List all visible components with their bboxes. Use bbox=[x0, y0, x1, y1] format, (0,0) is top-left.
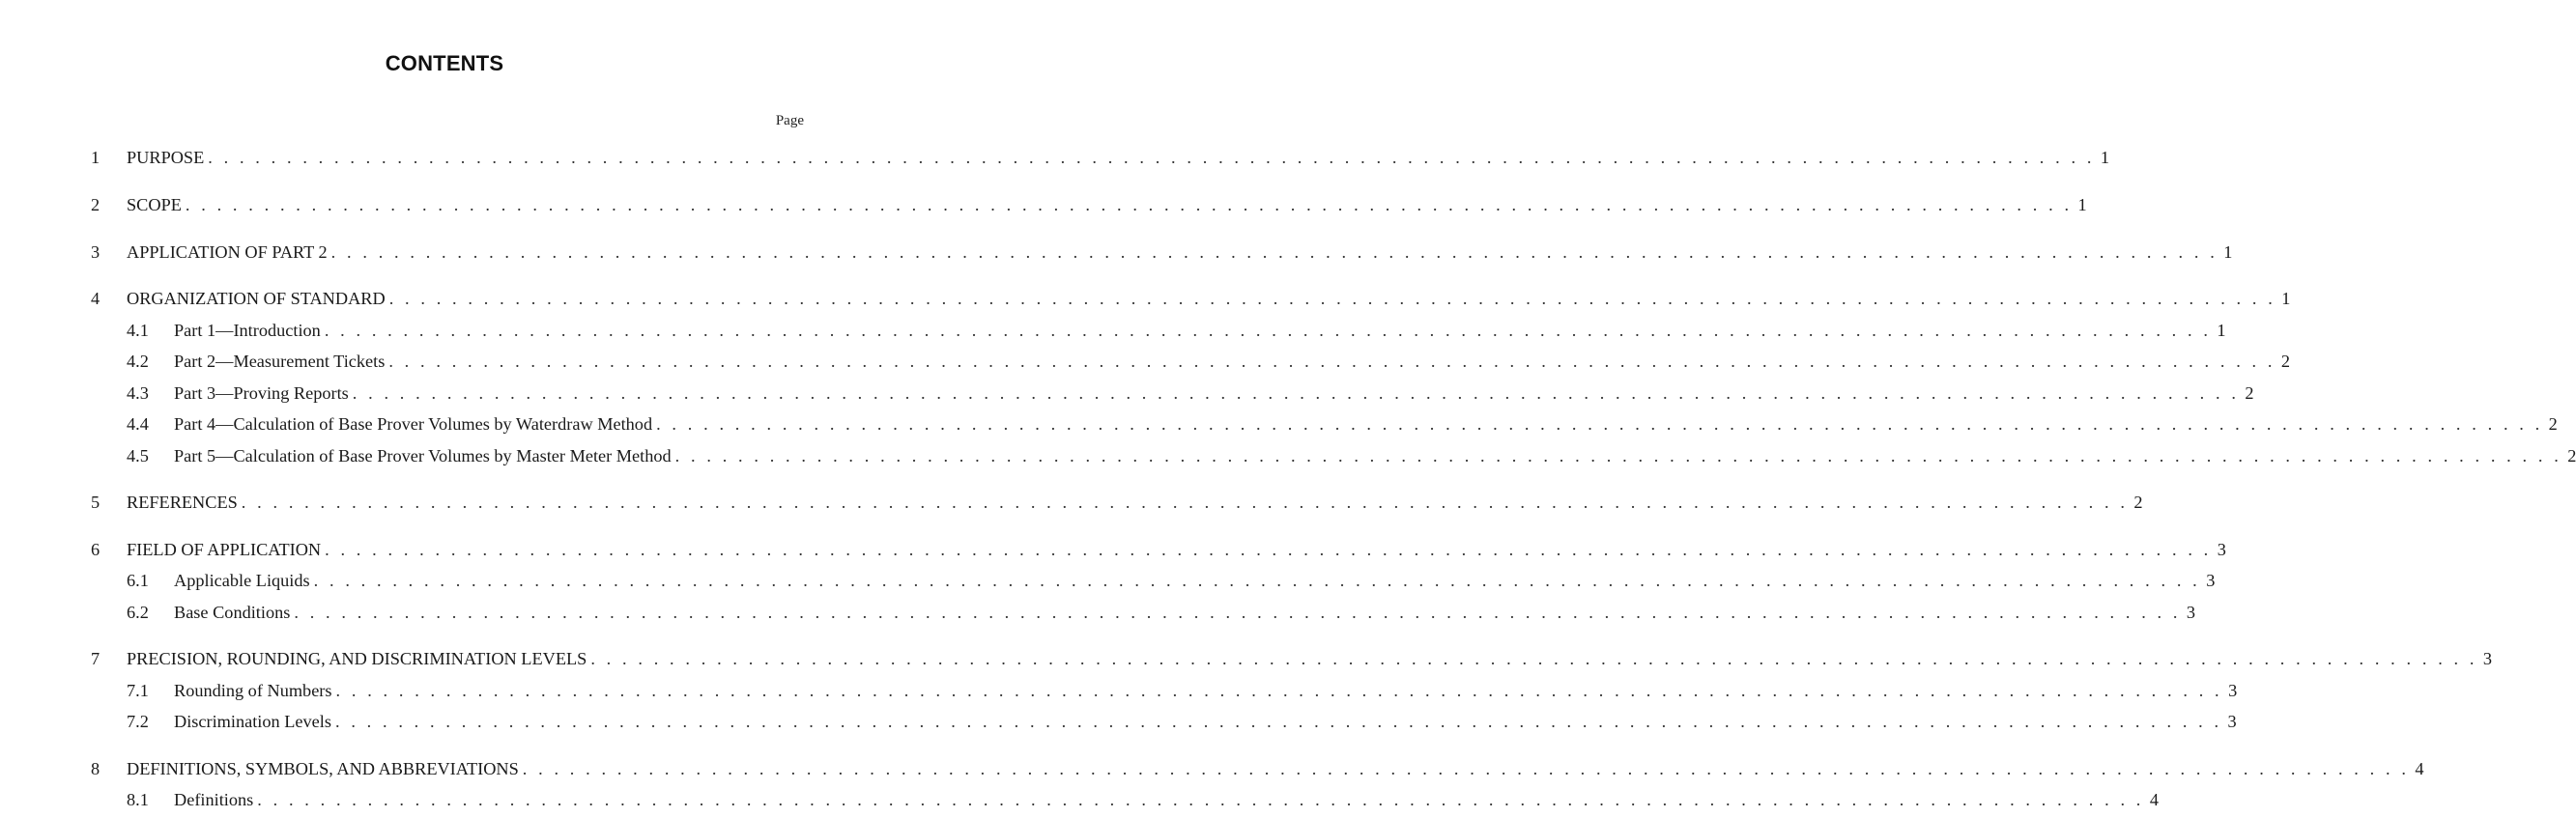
toc-entry-number: 2 bbox=[91, 195, 100, 214]
toc-entry-page-number: 1 bbox=[2217, 321, 2226, 340]
toc-entry-label: REFERENCES bbox=[127, 493, 238, 512]
toc-entry[interactable] bbox=[91, 757, 2424, 780]
toc-entry[interactable] bbox=[127, 319, 2226, 342]
page-title: CONTENTS bbox=[385, 51, 504, 75]
toc-entry-number: 4.1 bbox=[127, 321, 149, 340]
toc-entry-number: 4.5 bbox=[127, 446, 149, 465]
toc-entry-label: Base Conditions bbox=[174, 603, 291, 622]
toc-entry[interactable] bbox=[127, 412, 2558, 436]
dot-leader: . . . . . . . . . . . . . . . . . . . . . . . . . . . . . . . . . . . . . . . . . . . . . . . . . . . . . . . . . . . . . . . . . . . . . . . . . . . . . . . . . . . . . . . . . . . . . . . . . . . . . . . . . . . . . . . . . . . . . . . . bbox=[352, 383, 2240, 403]
toc-entry-label: DEFINITIONS, SYMBOLS, AND ABBREVIATIONS bbox=[127, 759, 519, 778]
toc-entry-number: 4.3 bbox=[127, 383, 149, 403]
toc-entry-number: 6.1 bbox=[127, 571, 149, 590]
toc-entry-number: 7.2 bbox=[127, 712, 149, 731]
dot-leader: . . . . . . . . . . . . . . . . . . . . . . . . . . . . . . . . . . . . . . . . . . . . . . . . . . . . . . . . . . . . . . . . . . . . . . . . . . . . . . . . . . . . . . . . . . . . . . . . . . . . . . . . . . . . . . . . . . . . . . . . bbox=[324, 321, 2212, 340]
dot-leader: . . . . . . . . . . . . . . . . . . . . . . . . . . . . . . . . . . . . . . . . . . . . . . . . . . . . . . . . . . . . . . . . . . . . . . . . . . . . . . . . . . . . . . . . . . . . . . . . . . . . . . . . . . . . . . . . . . . . . . . . bbox=[241, 493, 2129, 512]
toc-entry-number: 5 bbox=[91, 493, 100, 512]
toc-entry[interactable] bbox=[91, 146, 2109, 169]
toc-entry-label: PRECISION, ROUNDING, AND DISCRIMINATION LEVELS bbox=[127, 649, 587, 668]
toc-entry-page-number: 1 bbox=[2077, 195, 2087, 214]
toc-entry-label: Part 4—Calculation of Base Prover Volumes by Waterdraw Method bbox=[174, 414, 653, 434]
toc-entry-number: 1 bbox=[91, 148, 100, 167]
dot-leader: . . . . . . . . . . . . . . . . . . . . . . . . . . . . . . . . . . . . . . . . . . . . . . . . . . . . . . . . . . . . . . . . . . . . . . . . . . . . . . . . . . . . . . . . . . . . . . . . . . . . . . . . . . . . . . . . . . . . . . . . bbox=[325, 540, 2212, 559]
toc-entry-page-number: 2 bbox=[2548, 414, 2558, 434]
toc-entry[interactable] bbox=[91, 647, 2493, 670]
toc-entry[interactable] bbox=[91, 193, 2087, 216]
toc-entry-number: 4.4 bbox=[127, 414, 149, 434]
toc-entry[interactable] bbox=[127, 381, 2254, 405]
toc-entry-number: 6.2 bbox=[127, 603, 149, 622]
toc-entry-page-number: 3 bbox=[2228, 681, 2238, 700]
toc-entry-page-number: 3 bbox=[2206, 571, 2216, 590]
toc-entry[interactable] bbox=[127, 601, 2196, 624]
toc-entry-number: 4.2 bbox=[127, 352, 149, 371]
dot-leader: . . . . . . . . . . . . . . . . . . . . . . . . . . . . . . . . . . . . . . . . . . . . . . . . . . . . . . . . . . . . . . . . . . . . . . . . . . . . . . . . . . . . . . . . . . . . . . . . . . . . . . . . . . . . . . . . . . . . . . . . bbox=[330, 242, 2218, 262]
dot-leader: . . . . . . . . . . . . . . . . . . . . . . . . . . . . . . . . . . . . . . . . . . . . . . . . . . . . . . . . . . . . . . . . . . . . . . . . . . . . . . . . . . . . . . . . . . . . . . . . . . . . . . . . . . . . . . . . . . . . . . . . bbox=[294, 603, 2182, 622]
toc-entry-label: Applicable Liquids bbox=[174, 571, 310, 590]
toc-entry-page-number: 2 bbox=[2280, 352, 2291, 371]
toc-entry[interactable] bbox=[91, 240, 2233, 264]
toc-entry[interactable] bbox=[127, 710, 2237, 733]
dot-leader: . . . . . . . . . . . . . . . . . . . . . . . . . . . . . . . . . . . . . . . . . . . . . . . . . . . . . . . . . . . . . . . . . . . . . . . . . . . . . . . . . . . . . . . . . . . . . . . . . . . . . . . . . . . . . . . . . . . . . . . . bbox=[590, 649, 2478, 668]
toc-entry-label: Definitions bbox=[174, 790, 254, 809]
toc-entry-number: 8 bbox=[91, 759, 100, 778]
toc-entry-number: 3 bbox=[91, 242, 100, 262]
toc-entry-label: ORGANIZATION OF STANDARD bbox=[127, 289, 386, 308]
toc-entry-page-number: 4 bbox=[2415, 759, 2424, 778]
toc-entry-page-number: 2 bbox=[2133, 493, 2143, 512]
toc-entry-label: SCOPE bbox=[127, 195, 182, 214]
dot-leader: . . . . . . . . . . . . . . . . . . . . . . . . . . . . . . . . . . . . . . . . . . . . . . . . . . . . . . . . . . . . . . . . . . . . . . . . . . . . . . . . . . . . . . . . . . . . . . . . . . . . . . . . . . . . . . . . . . . . . . . . bbox=[185, 195, 2073, 214]
toc-entry[interactable] bbox=[91, 287, 2291, 310]
toc-entry[interactable] bbox=[127, 679, 2238, 702]
toc-entry[interactable] bbox=[127, 569, 2216, 592]
toc-entry-label: PURPOSE bbox=[127, 148, 205, 167]
toc-entry-page-number: 1 bbox=[2281, 289, 2291, 308]
dot-leader: . . . . . . . . . . . . . . . . . . . . . . . . . . . . . . . . . . . . . . . . . . . . . . . . . . . . . . . . . . . . . . . . . . . . . . . . . . . . . . . . . . . . . . . . . . . . . . . . . . . . . . . . . . . . . . . . . . . . . . . . bbox=[335, 681, 2223, 700]
toc-entry-label: Part 5—Calculation of Base Prover Volumes by Master Meter Method bbox=[174, 446, 672, 465]
toc-entry-label: Part 3—Proving Reports bbox=[174, 383, 349, 403]
toc-entry[interactable] bbox=[91, 491, 2143, 514]
toc-entry[interactable] bbox=[127, 350, 2291, 373]
toc-entry-number: 7.1 bbox=[127, 681, 149, 700]
toc-entry-label: Discrimination Levels bbox=[174, 712, 331, 731]
toc-entry-page-number: 2 bbox=[2567, 446, 2576, 465]
toc-entry-label: APPLICATION OF PART 2 bbox=[127, 242, 328, 262]
toc-entry-label: Part 2—Measurement Tickets bbox=[174, 352, 386, 371]
toc-entry-number: 6 bbox=[91, 540, 100, 559]
toc-entry[interactable] bbox=[127, 788, 2159, 811]
toc-entry-number: 4 bbox=[91, 289, 100, 308]
toc-entry-page-number: 1 bbox=[2100, 148, 2109, 167]
toc-entry[interactable] bbox=[127, 444, 2576, 467]
page-column-label: Page bbox=[775, 113, 804, 128]
toc-entry-page-number: 4 bbox=[2149, 790, 2159, 809]
toc-entry-number: 7 bbox=[91, 649, 100, 668]
toc-entry-page-number: 3 bbox=[2227, 712, 2237, 731]
toc-entry-page-number: 2 bbox=[2245, 383, 2254, 403]
dot-leader: . . . . . . . . . . . . . . . . . . . . . . . . . . . . . . . . . . . . . . . . . . . . . . . . . . . . . . . . . . . . . . . . . . . . . . . . . . . . . . . . . . . . . . . . . . . . . . . . . . . . . . . . . . . . . . . . . . . . . . . . bbox=[674, 446, 2562, 465]
toc-entry-label: FIELD OF APPLICATION bbox=[127, 540, 322, 559]
toc-entry-page-number: 3 bbox=[2217, 540, 2226, 559]
dot-leader: . . . . . . . . . . . . . . . . . . . . . . . . . . . . . . . . . . . . . . . . . . . . . . . . . . . . . . . . . . . . . . . . . . . . . . . . . . . . . . . . . . . . . . . . . . . . . . . . . . . . . . . . . . . . . . . . . . . . . . . . bbox=[388, 352, 2276, 371]
dot-leader: . . . . . . . . . . . . . . . . . . . . . . . . . . . . . . . . . . . . . . . . . . . . . . . . . . . . . . . . . . . . . . . . . . . . . . . . . . . . . . . . . . . . . . . . . . . . . . . . . . . . . . . . . . . . . . . . . . . . . . . . bbox=[522, 759, 2410, 778]
toc-entry-page-number: 1 bbox=[2223, 242, 2233, 262]
dot-leader: . . . . . . . . . . . . . . . . . . . . . . . . . . . . . . . . . . . . . . . . . . . . . . . . . . . . . . . . . . . . . . . . . . . . . . . . . . . . . . . . . . . . . . . . . . . . . . . . . . . . . . . . . . . . . . . . . . . . . . . . bbox=[208, 148, 2095, 167]
dot-leader: . . . . . . . . . . . . . . . . . . . . . . . . . . . . . . . . . . . . . . . . . . . . . . . . . . . . . . . . . . . . . . . . . . . . . . . . . . . . . . . . . . . . . . . . . . . . . . . . . . . . . . . . . . . . . . . . . . . . . . . . bbox=[656, 414, 2543, 434]
toc-entry-page-number: 3 bbox=[2186, 603, 2196, 622]
dot-leader: . . . . . . . . . . . . . . . . . . . . . . . . . . . . . . . . . . . . . . . . . . . . . . . . . . . . . . . . . . . . . . . . . . . . . . . . . . . . . . . . . . . . . . . . . . . . . . . . . . . . . . . . . . . . . . . . . . . . . . . . bbox=[388, 289, 2276, 308]
toc-entry-label: Rounding of Numbers bbox=[174, 681, 332, 700]
dot-leader: . . . . . . . . . . . . . . . . . . . . . . . . . . . . . . . . . . . . . . . . . . . . . . . . . . . . . . . . . . . . . . . . . . . . . . . . . . . . . . . . . . . . . . . . . . . . . . . . . . . . . . . . . . . . . . . . . . . . . . . . bbox=[334, 712, 2222, 731]
toc-entry-label: Part 1—Introduction bbox=[174, 321, 321, 340]
toc-entry-page-number: 3 bbox=[2482, 649, 2493, 668]
toc-entry-number: 8.1 bbox=[127, 790, 149, 809]
dot-leader: . . . . . . . . . . . . . . . . . . . . . . . . . . . . . . . . . . . . . . . . . . . . . . . . . . . . . . . . . . . . . . . . . . . . . . . . . . . . . . . . . . . . . . . . . . . . . . . . . . . . . . . . . . . . . . . . . . . . . . . . bbox=[257, 790, 2144, 809]
dot-leader: . . . . . . . . . . . . . . . . . . . . . . . . . . . . . . . . . . . . . . . . . . . . . . . . . . . . . . . . . . . . . . . . . . . . . . . . . . . . . . . . . . . . . . . . . . . . . . . . . . . . . . . . . . . . . . . . . . . . . . . . bbox=[313, 571, 2201, 590]
toc-entry[interactable] bbox=[91, 538, 2226, 561]
